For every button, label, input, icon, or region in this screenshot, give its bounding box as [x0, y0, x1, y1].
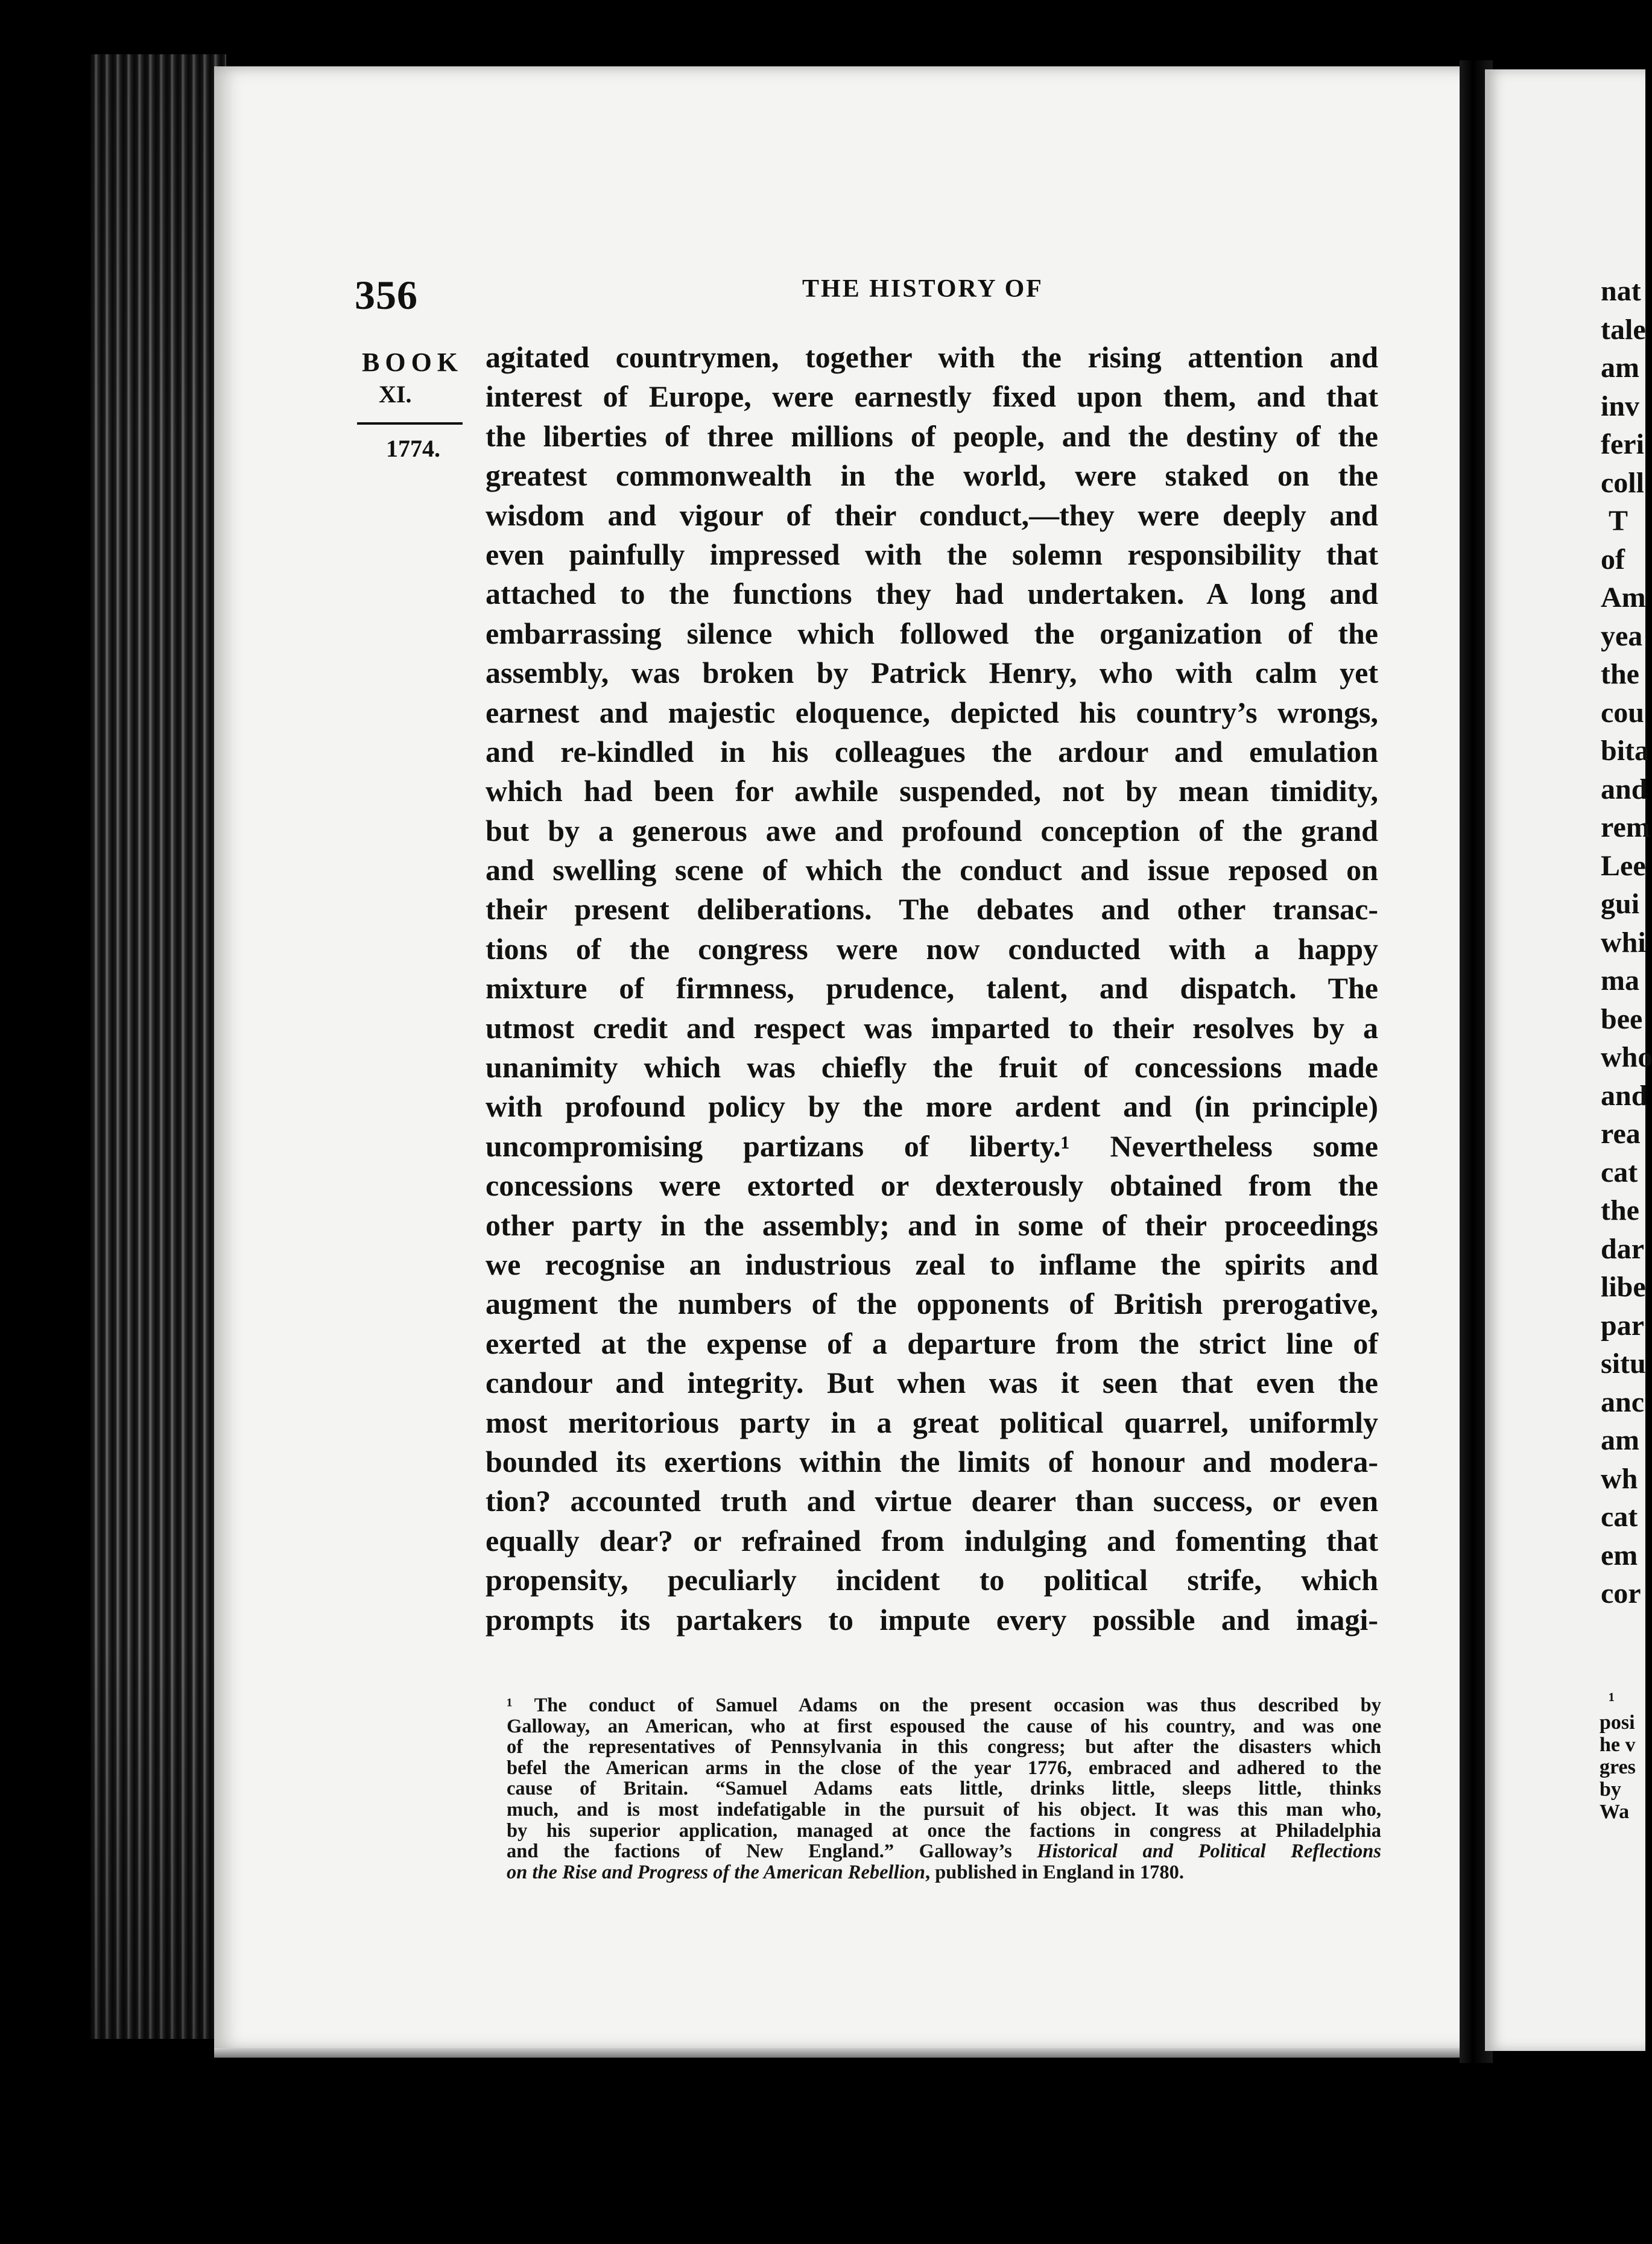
body-line: earnest and majestic eloquence, depicted his country’s wrongs, [486, 695, 1378, 729]
body-line: utmost credit and respect was imparted to their resolves by a [486, 1010, 1378, 1045]
footnote-line-8 [507, 1862, 1381, 1883]
body-line: unanimity which was chiefly the fruit of concessions made [486, 1050, 1378, 1085]
body-line: even painfully impressed with the solemn responsibility that [486, 537, 1378, 571]
body-line: interest of Europe, were earnestly fixed upon them, and that [486, 379, 1378, 414]
facing-page-line: cou [1601, 696, 1644, 729]
body-line: assembly, was broken by Patrick Henry, who with calm yet [486, 656, 1378, 690]
body-line: which had been for awhile suspended, not by mean timidity, [486, 774, 1378, 808]
facing-page-line: nat [1601, 275, 1641, 307]
body-line: equally dear? or refrained from indulging and fomenting that [486, 1523, 1378, 1558]
body-line: uncompromising partizans of liberty.¹ Nevertheless some [486, 1129, 1378, 1163]
margin-book-label: BOOK [362, 347, 464, 377]
body-line: and re-kindled in his colleagues the ardour and emulation [486, 734, 1378, 769]
facing-page-line: gui [1601, 888, 1640, 920]
body-line: tion? accounted truth and virtue dearer than success, or even [486, 1484, 1378, 1518]
facing-page-note-line: gres [1600, 1756, 1636, 1778]
body-line: agitated countrymen, together with the rising attention and [486, 340, 1378, 374]
facing-page-line: wh [1601, 1462, 1638, 1495]
book-edge-shadow [90, 54, 226, 2039]
facing-page-line: anc [1601, 1386, 1644, 1418]
body-line: with profound policy by the more ardent and (in principle) [486, 1089, 1378, 1124]
facing-page-line: whi [1601, 926, 1646, 959]
footnote-tail: , published in England in 1780. [925, 1861, 1185, 1883]
footnote-line: befel the American arms in the close of the year 1776, embraced and adhered to the [507, 1757, 1381, 1779]
facing-page-line: inv [1601, 390, 1640, 422]
facing-page-note-line: he v [1600, 1734, 1636, 1756]
footnote-line: by his superior application, managed at once the factions in congress at Philadelphia [507, 1819, 1381, 1842]
footnote-book-title-cont: on the Rise and Progress of the American Rebellion [507, 1861, 925, 1883]
body-line: greatest commonwealth in the world, were staked on the [486, 458, 1378, 493]
footnote-line: much, and is most indefatigable in the pursuit of his object. It was this man who, [507, 1798, 1381, 1821]
facing-page-line: par [1601, 1309, 1644, 1342]
body-line: but by a generous awe and profound conception of the grand [486, 813, 1378, 848]
facing-page-line: rea [1601, 1118, 1641, 1150]
body-line: prompts its partakers to impute every possible and imagi- [486, 1602, 1378, 1637]
body-line: their present deliberations. The debates and other transac- [486, 892, 1378, 927]
facing-page-line: am [1601, 1424, 1639, 1456]
facing-page-line: rem [1601, 811, 1650, 843]
facing-page-line: libe [1601, 1271, 1646, 1303]
body-line: mixture of firmness, prudence, talent, and dispatch. The [486, 971, 1378, 1006]
facing-page-line: coll [1601, 466, 1644, 499]
footnote-book-title: Historical and Political Reflections [1037, 1840, 1381, 1863]
body-text [486, 338, 1378, 1640]
body-line: augment the numbers of the opponents of British prerogative, [486, 1287, 1378, 1321]
facing-page-line: situ [1601, 1348, 1646, 1380]
facing-page-line: feri [1601, 428, 1644, 460]
body-line: tions of the congress were now conducted with a happy [486, 931, 1378, 966]
page-number: 356 [355, 272, 418, 318]
facing-page-line: who [1601, 1041, 1652, 1073]
facing-page-line: em [1601, 1539, 1638, 1571]
facing-page-note-line: Wa [1600, 1801, 1630, 1823]
facing-page [1485, 69, 1652, 2051]
body-line: we recognise an industrious zeal to inflame the spirits and [486, 1247, 1378, 1281]
body-line: and swelling scene of which the conduct and issue reposed on [486, 853, 1378, 887]
facing-page-line: bita [1601, 735, 1650, 767]
facing-page-line: T [1609, 505, 1628, 537]
footnote-line: Galloway, an American, who at first espoused the cause of his country, and was one [507, 1715, 1381, 1737]
body-line: wisdom and vigour of their conduct,—they were deeply and [486, 498, 1378, 532]
facing-page-line: bee [1601, 1003, 1643, 1035]
body-line: candour and integrity. But when was it seen that even the [486, 1366, 1378, 1400]
facing-page-line: cat [1601, 1156, 1638, 1188]
facing-page-line: the [1601, 1194, 1639, 1226]
facing-page-line: tale [1601, 313, 1646, 346]
margin-rule [357, 422, 463, 425]
footnote-line-text: and the factions of New England.” Galloway’s [507, 1840, 1012, 1863]
facing-page-line: of [1601, 543, 1625, 575]
facing-page-line: dar [1601, 1232, 1644, 1265]
facing-page-line: and [1601, 773, 1648, 805]
body-line: propensity, peculiarly incident to political strife, which [486, 1563, 1378, 1597]
footnote-line: ¹ The conduct of Samuel Adams on the present occasion was thus described by [507, 1694, 1381, 1716]
facing-page-note-line: by [1600, 1778, 1621, 1801]
body-line: most meritorious party in a great political quarrel, uniformly [486, 1405, 1378, 1439]
facing-page-line: and [1601, 1079, 1648, 1112]
facing-page-line: the [1601, 658, 1639, 690]
facing-page-line: am [1601, 352, 1639, 384]
margin-volume-number: XI. [379, 381, 412, 408]
facing-page-line: cat [1601, 1501, 1638, 1533]
footnote [507, 1695, 1381, 1883]
body-line: exerted at the expense of a departure from the strict line of [486, 1326, 1378, 1360]
running-head: THE HISTORY OF [802, 275, 1043, 303]
body-line: the liberties of three millions of people, and the destiny of the [486, 419, 1378, 453]
body-line: bounded its exertions within the limits of honour and modera- [486, 1444, 1378, 1479]
facing-page-note-line: posi [1600, 1711, 1635, 1734]
facing-page-line: yea [1601, 620, 1643, 652]
body-line: embarrassing silence which followed the organization of the [486, 616, 1378, 650]
page-bottom-edge [214, 2048, 1475, 2058]
body-line: attached to the functions they had undertaken. A long and [486, 577, 1378, 611]
footnote-line: of the representatives of Pennsylvania in this congress; but after the disasters which [507, 1736, 1381, 1758]
footnote-line-7 [507, 1841, 1381, 1862]
footnote-line: cause of Britain. “Samuel Adams eats little, drinks little, sleeps little, thinks [507, 1778, 1381, 1800]
body-line: other party in the assembly; and in some of their proceedings [486, 1208, 1378, 1242]
facing-page-line: Lee [1601, 849, 1646, 882]
body-line: concessions were extorted or dexterously obtained from the [486, 1168, 1378, 1203]
facing-page-line: Am [1601, 582, 1646, 613]
margin-year: 1774. [386, 435, 440, 462]
facing-page-line: cor [1601, 1577, 1641, 1609]
facing-page-note-line: ¹ [1609, 1689, 1615, 1711]
facing-page-line: ma [1601, 965, 1639, 997]
